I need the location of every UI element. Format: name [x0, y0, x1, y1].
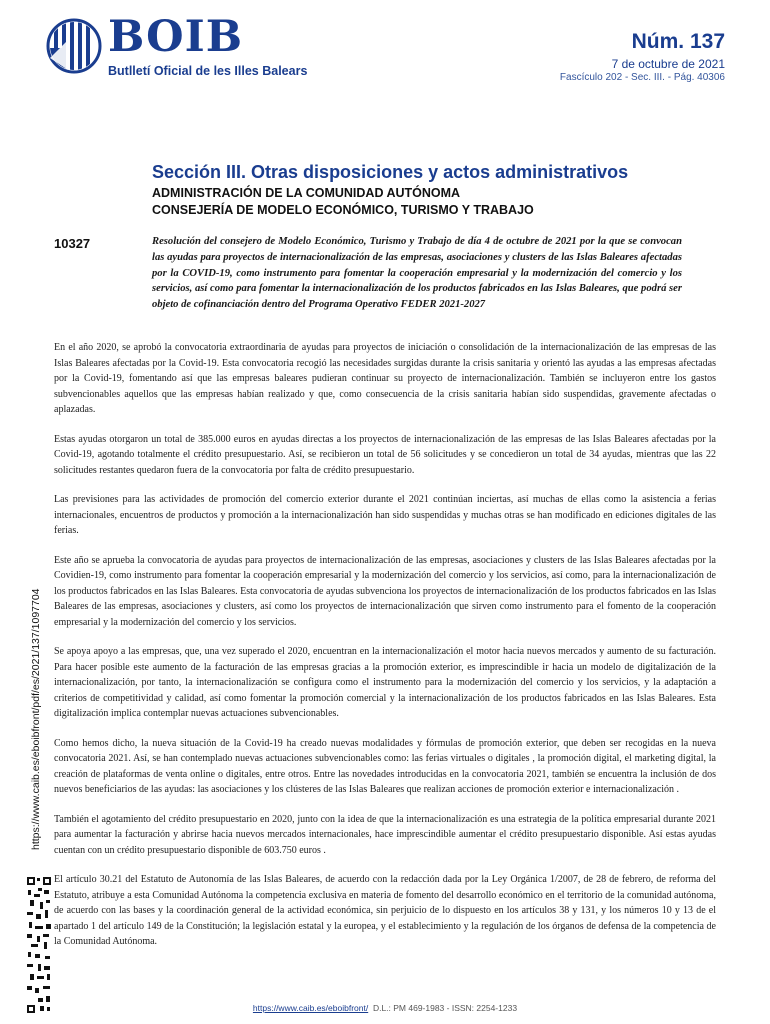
paragraph: En el año 2020, se aprobó la convocatoria extraordinaria de ayudas para proyectos de iniciación o consolidación de la internacionalización de las empresas de las Islas Baleares afectadas por la Covid-19. Esta convocatoria recogió las necesidades surgidas durante la crisis sanitaria y orientó las ayudas a las empresas afectadas por la Covid-19, fomentando así que las empresas baleares pudieran continuar su proyecto de internacionalización. También se incluyeron entre los gastos subvencionables aquellos que las empresas habían realizado y que, como consecuencia de la crisis sanitaria habían sido suspendidas, gravemente afectadas o aplazadas.: [54, 342, 716, 415]
boib-logo-text: BOIB: [108, 12, 244, 62]
administration-name: ADMINISTRACIÓN DE LA COMUNIDAD AUTÓNOMA: [152, 186, 461, 200]
footer-link[interactable]: https://www.caib.es/eboibfront/: [252, 1003, 369, 1013]
paragraph: Como hemos dicho, la nueva situación de la Covid-19 ha creado nuevas modalidades y fórmulas de promoción exterior, que deben ser recogidas en la nueva convocatoria 2021. Así, se han contemplado nuevas actuaciones subvencionables como: las ferias virtuales o digitales , la promoción digital, el marketing digital, la creación de plataformas de venta online o digitales, entre otros. Entre las novedades introducidas en la convocatoria 2021, también se encuentra la inclusión de dos nuevos beneficiarios de las ayudas: las asociaciones y los clústeres de las Islas Baleares que realizan acciones de promoción exterior e internacionalización .: [54, 737, 716, 795]
paragraph: También el agotamiento del crédito presupuestario en 2020, junto con la idea de que la internacionalización es una estrategia de la política empresarial durante 2021 para aumentar la facturación y abrirse hacia nuevos mercados internacionales, hace imprescindible aumentar el crédito presupuestario disponible. Así estas ayudas cuentan con un crédito presupuestario disponible de 603.750 euros .: [54, 813, 716, 856]
document-number: 10327: [54, 236, 91, 251]
qr-code-icon: [26, 876, 52, 1014]
resolution-title: Resolución del consejero de Modelo Económico, Turismo y Trabajo de día 4 de octubre de 2021 por la que se convocan las ayudas para proyectos de internacionalización de las empresas, asociaciones y clusters de las Islas Baleares afectadas por la COVID-19, como instrumento para fomentar la cooperación empresarial y la modernización del comercio y los servicios, así como para fomentar la internacionalización de los productos fabricados en las Islas Baleares, que podrá ser objeto de cofinanciación dentro del Programa Operativo FEDER 2021-2027: [152, 236, 682, 311]
section-title: Sección III. Otras disposiciones y actos administrativos: [152, 162, 629, 182]
page-footer: [0, 1003, 770, 1013]
boib-emblem-icon: [46, 18, 102, 74]
department-name: CONSEJERÍA DE MODELO ECONÓMICO, TURISMO Y TRABAJO: [152, 203, 534, 217]
issue-date: 7 de octubre de 2021: [611, 57, 725, 71]
document-body: [54, 340, 716, 964]
bulletin-subtitle: Butlletí Oficial de les Illes Balears: [108, 64, 308, 78]
legal-deposit: D.L.: PM 469-1983 - ISSN: 2254-1233: [372, 1003, 518, 1013]
issue-info: [560, 30, 725, 83]
side-permalink[interactable]: https://www.caib.es/eboibfront/pdf/es/2021/137/1097704: [30, 588, 42, 850]
paragraph: Este año se aprueba la convocatoria de ayudas para proyectos de internacionalización de las empresas, asociaciones y clusters de las Islas Baleares afectadas por la Covidien-19, como instrumento para fomentar la cooperación empresarial y la modernización del comercio y los servicios, así como, para la internacionalización de los productos fabricados en las Islas Baleares. Esta convocatoria de ayudas subvenciona los proyectos de internacionalización de los productos fabricados en las Islas Baleares de las empresas, asociaciones y clusters, así como los proyectos de internacionalización que sirven como instrumento para el fomento de la cooperación empresarial y la modernización del comercio y los servicios.: [54, 554, 716, 628]
issue-number: Núm. 137: [631, 30, 725, 53]
paragraph: El artículo 30.21 del Estatuto de Autonomía de las Islas Baleares, de acuerdo con la redacción dada por la Ley Orgánica 1/2007, de 28 de febrero, de reforma del Estatuto, atribuye a esta Comunidad Autónoma la competencia exclusiva en materia de fomento del desarrollo económico en el territorio de la comunidad autónoma, de acuerdo con las bases y la coordinación general de la actividad económica, sin perjuicio de lo dispuesto en los artículos 38 y 131, y los números 10 y 13 de el apartado 1 del artículo 149 de la Constitución; la legislación estatal y la europea, y el establecimiento y la regulación de los órganos de defensa de la competencia de la Comunidad Autónoma.: [54, 874, 716, 947]
paragraph: Las previsiones para las actividades de promoción del comercio exterior durante el 2021 continúan inciertas, así muchas de ellas como la asistencia a ferias internacionales, encuentros de productos y promoción a la internacionalización han sido suspendidas y muchas otras se han modificado en ediciones digitales de las ferias.: [54, 494, 716, 536]
paragraph: Se apoya apoyo a las empresas, que, una vez superado el 2020, encuentran en la internacionalización el motor hacia nuevos mercados y aumento de su facturación. Para hacer posible este aumento de la facturación de las empresas gracias a la promoción exterior, es imprescindible ir hacia un modelo de digitalización de la internacionalización, por tanto, la internacionalización se configura como el instrumento para la modernización del comercio y los servicios, y la adaptación a criterios de competitividad y calidad, así como fomentar la promoción comercial y la internacionalización de los productos fabricados en las Islas Baleares. Esta digitalización implica contemplar nuevas actuaciones subvencionables.: [54, 646, 716, 719]
fascicle-info: Fascículo 202 - Sec. III. - Pág. 40306: [559, 72, 725, 83]
paragraph: Estas ayudas otorgaron un total de 385.000 euros en ayudas directas a los proyectos de internacionalización de las empresas de las Islas Baleares afectadas por la Covid-19, agotando totalmente el crédito presupuestario. Así, se recibieron un total de 56 solicitudes y se concedieron un total de 34 ayudas, mientras que las 22 solicitudes restantes quedaron fuera de la convocatoria por falta de crédito presupuestario.: [54, 433, 716, 476]
